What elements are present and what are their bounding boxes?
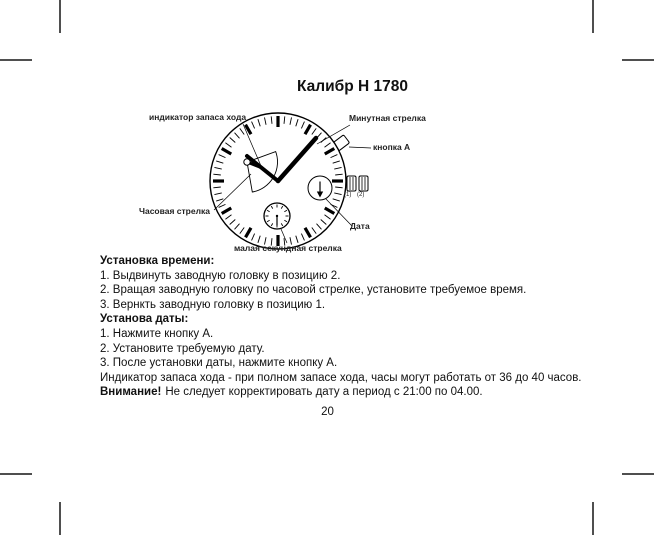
label-crown-position-2: (2) [357,192,365,198]
date-setting-step: 3. После установки даты, нажмите кнопку A. [100,357,338,370]
label-hour-hand: Часовая стрелка [139,206,210,216]
time-setting-heading: Установка времени: [100,255,215,267]
label-crown-position-1: (1) [344,192,352,198]
hands-center-pivot [276,179,280,183]
date-setting-heading: Установа даты: [100,313,189,326]
warning-text: Не следует корректировать дату а период с 21:00 по 04.00. [165,386,483,399]
time-setting-step: 2. Вращая заводную головку по часовой стрелке, установите требуемое время. [100,284,527,297]
label-power-reserve-indicator: индикатор запаса хода [149,112,247,122]
page-number: 20 [321,405,334,418]
date-subdial [308,176,332,200]
warning-note [100,385,592,400]
crown [347,176,368,191]
instructions [100,254,592,420]
warning-label: Внимание! [100,386,162,399]
date-setting-step: 1. Нажмите кнопку A. [100,327,214,340]
time-setting-step: 1. Выдвинуть заводную головку в позицию 2. [100,269,341,282]
label-date: Дата [350,221,370,231]
power-reserve-note: Индикатор запаса хода - при полном запасе хода, часы могут работать от 36 до 40 часов. [100,371,582,384]
label-small-seconds-hand: малая секундная стрелка [234,243,342,253]
small-seconds-subdial [264,203,290,229]
time-setting-step: 3. Вернкть заводную головку в позицию 1. [100,298,326,311]
date-setting-step: 2. Установите требуемую дату. [100,342,265,355]
page-title: Калибр H 1780 [297,78,408,95]
label-button-a: кнопка A [373,142,411,152]
label-minute-hand: Минутная стрелка [349,113,426,123]
